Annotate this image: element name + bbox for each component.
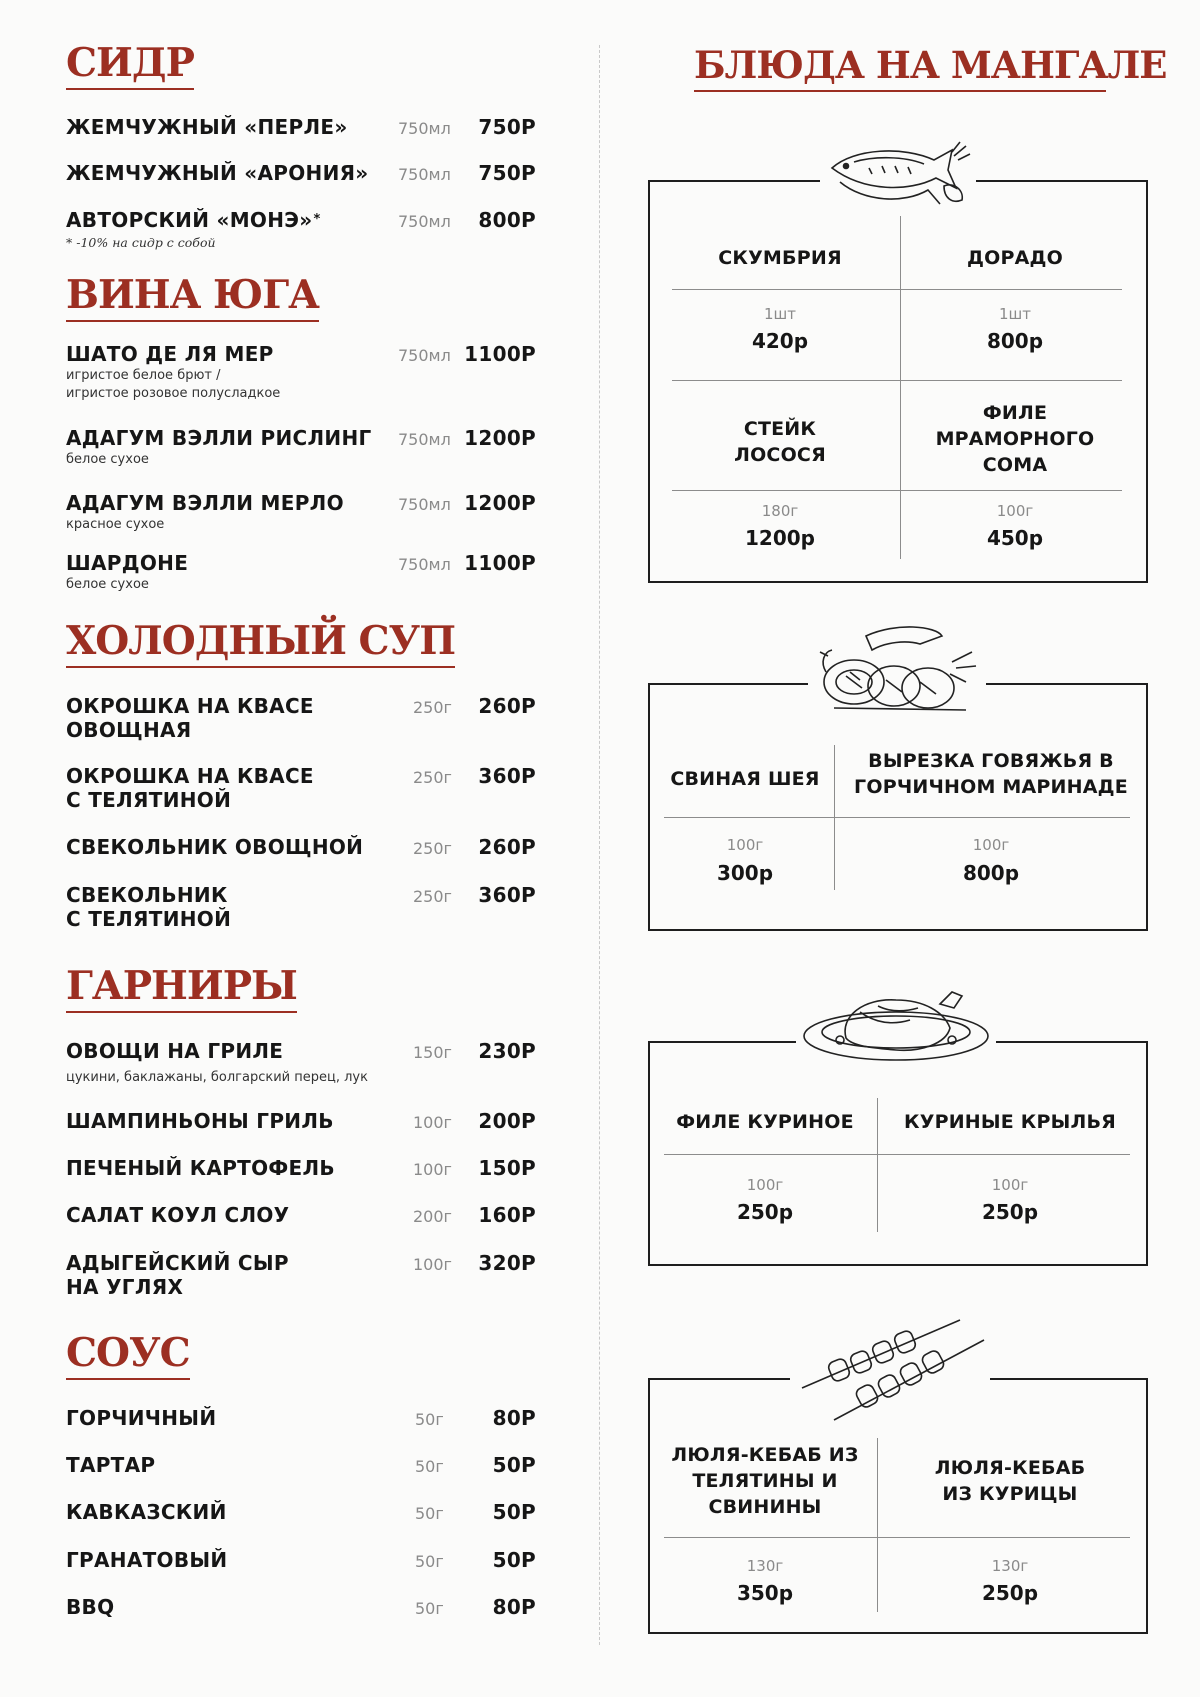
menu-item [66,1595,536,1635]
dish-weight: 100г [991,1176,1029,1194]
menu-item [66,1548,536,1588]
dish-weight: 180г [761,502,799,520]
dish-name: ФИЛЕ МРАМОРНОГО СОМА [935,402,1095,476]
item-volume: 750мл [398,165,451,184]
dish-weight: 100г [746,1176,784,1194]
row-separator [672,289,1122,290]
dish-price: 800р [962,861,1020,885]
item-volume: 50г [415,1552,444,1571]
item-volume: 250г [413,887,452,906]
grill-box-meat [648,683,1148,931]
item-name: BBQ [66,1595,115,1619]
item-name: ШАТО ДЕ ЛЯ МЕР [66,342,274,366]
dish-weight: 100г [972,836,1010,854]
item-name: ЖЕМЧУЖНЫЙ «АРОНИЯ» [66,161,369,185]
item-name: АДЫГЕЙСКИЙ СЫР НА УГЛЯХ [66,1251,289,1299]
item-name: ГОРЧИЧНЫЙ [66,1406,217,1430]
cider-takeaway-note: * -10% на сидр с собой [66,235,216,250]
item-volume: 100г [413,1160,452,1179]
item-price: 1200Р [464,491,536,515]
column-separator [834,745,835,890]
item-subtitle: белое сухое [66,452,149,467]
menu-item [66,764,536,812]
item-price: 260Р [478,835,536,859]
item-volume: 750мл [398,346,451,365]
item-price: 80Р [492,1406,536,1430]
dish-name: ЛЮЛЯ-КЕБАБ ИЗ КУРИЦЫ [934,1457,1086,1505]
dish-weight: 1шт [998,305,1031,323]
footnote-mark: * [313,212,321,227]
item-name: ОВОЩИ НА ГРИЛЕ [66,1039,284,1063]
grill-title: БЛЮДА НА МАНГАЛЕ [694,43,1167,87]
item-subtitle: красное сухое [66,517,165,532]
column-divider [599,45,600,1645]
item-name: ОКРОШКА НА КВАСЕ ОВОЩНАЯ [66,694,314,742]
item-name: ШАМПИНЬОНЫ ГРИЛЬ [66,1109,334,1133]
item-volume: 750мл [398,555,451,574]
item-price: 200Р [478,1109,536,1133]
column-separator [900,216,901,559]
item-volume: 50г [415,1457,444,1476]
item-price: 160Р [478,1203,536,1227]
menu-item [66,1251,536,1299]
menu-item [66,491,536,531]
item-price: 50Р [492,1453,536,1477]
row-separator [672,380,1122,381]
item-name: СВЕКОЛЬНИК ОВОЩНОЙ [66,835,364,859]
dish-name: ДОРАДО [967,247,1063,269]
menu-item [66,1203,536,1243]
column-separator [877,1438,878,1612]
item-price: 150Р [478,1156,536,1180]
row-separator [664,817,1130,818]
dish-weight: 100г [996,502,1034,520]
menu-item [66,115,536,155]
item-name: ТАРТАР [66,1453,156,1477]
item-price: 1100Р [464,551,536,575]
dish-name: СТЕЙК ЛОСОСЯ [734,418,826,466]
menu-item [66,835,536,875]
item-name: КАВКАЗСКИЙ [66,1500,227,1524]
item-volume: 50г [415,1504,444,1523]
item-volume: 50г [415,1410,444,1429]
section-title-wines: ВИНА ЮГА [66,272,319,322]
menu-item [66,551,536,591]
item-price: 50Р [492,1500,536,1524]
skewer-sketch-icon [800,1316,986,1424]
menu-item [66,1500,536,1540]
item-name: АДАГУМ ВЭЛЛИ МЕРЛО [66,491,344,515]
item-price: 750Р [478,115,536,139]
dish-weight: 100г [726,836,764,854]
item-volume: 50г [415,1599,444,1618]
dish-price: 350р [736,1581,794,1605]
item-price: 1100Р [464,342,536,366]
item-price: 1200Р [464,426,536,450]
item-price: 230Р [478,1039,536,1063]
section-title-cider: СИДР [66,40,194,90]
item-name: ЖЕМЧУЖНЫЙ «ПЕРЛЕ» [66,115,348,139]
item-volume: 750мл [398,430,451,449]
item-volume: 100г [413,1113,452,1132]
item-subtitle: цукини, баклажаны, болгарский перец, лук [66,1070,368,1085]
item-price: 260Р [478,694,536,718]
menu-item [66,1453,536,1493]
item-volume: 250г [413,698,452,717]
section-title-cold-soup: ХОЛОДНЫЙ СУП [66,618,455,668]
item-price: 800Р [478,208,536,232]
item-price: 360Р [478,764,536,788]
item-price: 750Р [478,161,536,185]
item-volume: 750мл [398,212,451,231]
menu-item [66,342,536,401]
fish-sketch-icon [824,138,974,210]
dish-name: ЛЮЛЯ-КЕБАБ ИЗ ТЕЛЯТИНЫ И СВИНИНЫ [671,1444,859,1518]
meat-sketch-icon [816,622,981,718]
item-volume: 250г [413,768,452,787]
column-separator [877,1098,878,1232]
item-name: ОКРОШКА НА КВАСЕ С ТЕЛЯТИНОЙ [66,764,314,812]
chicken-sketch-icon [800,982,992,1066]
item-price: 80Р [492,1595,536,1619]
menu-item [66,883,536,931]
grill-title-underline [694,90,1106,92]
dish-price: 250р [736,1200,794,1224]
dish-price: 450р [986,526,1044,550]
item-name: АДАГУМ ВЭЛЛИ РИСЛИНГ [66,426,372,450]
item-name: САЛАТ КОУЛ СЛОУ [66,1203,290,1227]
menu-item [66,1109,536,1149]
dish-name: СВИНАЯ ШЕЯ [670,768,820,790]
dish-name: ВЫРЕЗКА ГОВЯЖЬЯ В ГОРЧИЧНОМ МАРИНАДЕ [854,750,1128,798]
grill-box-fish [648,180,1148,583]
item-volume: 150г [413,1043,452,1062]
row-separator [672,490,1122,491]
dish-name: СКУМБРИЯ [718,247,842,269]
dish-weight: 130г [746,1557,784,1575]
item-name: СВЕКОЛЬНИК С ТЕЛЯТИНОЙ [66,883,232,931]
row-separator [664,1537,1130,1538]
item-price: 320Р [478,1251,536,1275]
item-volume: 750мл [398,495,451,514]
menu-item [66,1406,536,1446]
item-volume: 750мл [398,119,451,138]
item-price: 360Р [478,883,536,907]
menu-item [66,1156,536,1196]
item-subtitle: игристое белое брют / игристое розовое полусладкое [66,368,281,401]
dish-name: КУРИНЫЕ КРЫЛЬЯ [903,1111,1117,1133]
dish-price: 1200р [745,526,815,550]
section-title-sauce: СОУС [66,1330,190,1380]
dish-price: 800р [986,329,1044,353]
dish-price: 250р [981,1200,1039,1224]
item-name-wrap [66,208,321,232]
dish-name: ФИЛЕ КУРИНОЕ [676,1111,854,1133]
row-separator [664,1154,1130,1155]
item-name: ПЕЧЕНЫЙ КАРТОФЕЛЬ [66,1156,335,1180]
item-name: ШАРДОНЕ [66,551,189,575]
menu-item [66,426,536,466]
item-name: ГРАНАТОВЫЙ [66,1548,228,1572]
dish-weight: 130г [991,1557,1029,1575]
menu-item [66,161,536,201]
menu-item [66,694,536,742]
item-price: 50Р [492,1548,536,1572]
item-name: АВТОРСКИЙ «МОНЭ» [66,208,313,232]
dish-price: 420р [751,329,809,353]
item-volume: 200г [413,1207,452,1226]
dish-price: 300р [716,861,774,885]
item-subtitle: белое сухое [66,577,149,592]
item-volume: 250г [413,839,452,858]
section-title-sides: ГАРНИРЫ [66,963,297,1013]
dish-weight: 1шт [763,305,796,323]
dish-price: 250р [981,1581,1039,1605]
item-volume: 100г [413,1255,452,1274]
menu-item [66,1039,536,1085]
